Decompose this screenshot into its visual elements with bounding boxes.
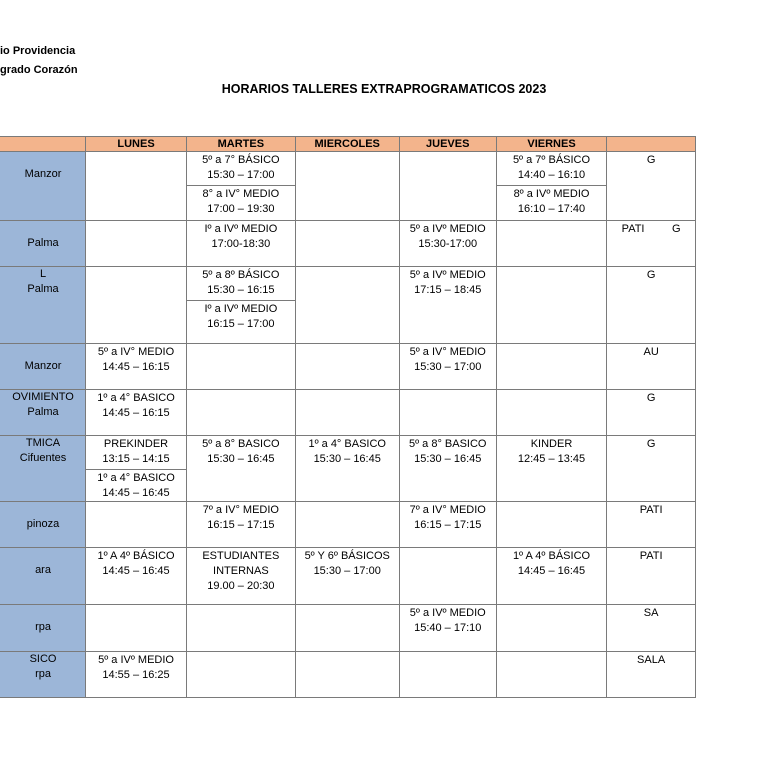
schedule-slot [187, 185, 295, 217]
table-row [0, 267, 696, 344]
schedule-slot-line: 14:40 – 16:10 [517, 169, 586, 181]
schedule-cell-miercoles [295, 221, 399, 267]
schedule-slot [497, 548, 606, 579]
schedule-cell-viernes [496, 390, 606, 436]
header-row [0, 137, 696, 152]
schedule-cell-jueves [399, 390, 496, 436]
schedule-cell-lunes [86, 267, 187, 344]
table-row [0, 548, 696, 605]
table-row [0, 652, 696, 698]
schedule-slot-line: 13:15 – 14:15 [102, 453, 170, 465]
table-row [0, 502, 696, 548]
schedule-cell-martes [187, 152, 296, 221]
schedule-cell-miercoles [295, 390, 399, 436]
schedule-cell-jueves [399, 221, 496, 267]
schedule-slot [400, 502, 496, 533]
location-text: SA [643, 607, 659, 619]
schedule-slot-line: 5º a IVº MEDIO [409, 269, 486, 281]
taller-name-cell [0, 390, 86, 436]
schedule-cell-jueves [399, 502, 496, 548]
schedule-cell-lunes [86, 605, 187, 652]
schedule-slot-line: 5º a 8° BASICO [408, 438, 487, 450]
schedule-slot-line: 5º a IV° MEDIO [409, 346, 486, 358]
col-header-jueves: JUEVES [399, 137, 496, 152]
col-header-taller [0, 137, 86, 152]
schedule-slot [400, 436, 496, 467]
schedule-slot-line: 5º a 8° BASICO [202, 438, 280, 450]
schedule-slot-line: 17:15 – 18:45 [414, 284, 482, 296]
schedule-cell-lunes [86, 390, 187, 436]
schedule-slot [86, 469, 186, 501]
location-cell [607, 502, 696, 548]
taller-name-cell [0, 267, 86, 344]
schedule-cell-lunes [86, 344, 187, 390]
location-text: PATI [639, 550, 663, 562]
schedule-slot [400, 605, 496, 636]
schedule-slot-line: ESTUDIANTES [202, 550, 280, 562]
schedule-slot-line: 15:30 – 16:15 [207, 284, 275, 296]
schedule-slot [497, 185, 606, 217]
taller-name-cell [0, 152, 86, 221]
schedule-slot-line: 15:30 – 17:00 [313, 565, 381, 577]
schedule-slot-line: 5º a 7º BÁSICO [512, 154, 591, 166]
schedule-slot [400, 267, 496, 298]
location-text: G [646, 392, 656, 404]
taller-name-cell [0, 548, 86, 605]
schedule-cell-lunes [86, 502, 187, 548]
schedule-slot-line: Iº a IVº MEDIO [204, 223, 278, 235]
schedule-slot [86, 344, 186, 375]
schedule-slot-line: 17:00-18:30 [211, 238, 271, 250]
taller-name-line: TMICA [25, 437, 61, 449]
schedule-slot [86, 548, 186, 579]
schedule-slot-line: 15:40 – 17:10 [414, 622, 482, 634]
schedule-slot-line: 15:30 – 16:45 [207, 453, 275, 465]
schedule-cell-jueves [399, 152, 496, 221]
taller-name-line: SICO [29, 653, 57, 665]
schedule-slot [497, 436, 606, 467]
schedule-slot-line: 14:45 – 16:15 [102, 361, 170, 373]
schedule-slot-line: 5º Y 6º BÁSICOS [304, 550, 390, 562]
location-cell [607, 548, 696, 605]
location-cell [607, 344, 696, 390]
schedule-cell-martes [187, 605, 296, 652]
schedule-cell-lunes [86, 221, 187, 267]
schedule-slot-line: 15:30 – 16:45 [414, 453, 482, 465]
taller-name-line [1, 344, 85, 359]
taller-name-line [1, 548, 85, 563]
schedule-slot [400, 344, 496, 375]
schedule-slot [86, 390, 186, 421]
schedule-slot-line: INTERNAS [213, 565, 269, 577]
schedule-slot [187, 502, 295, 533]
location-cell [607, 152, 696, 221]
taller-name-line: Palma [27, 406, 59, 418]
schedule-cell-lunes [86, 436, 187, 502]
school-name-line-2: grado Corazón [0, 64, 78, 76]
schedule-cell-martes [187, 548, 296, 605]
school-name-line-1: io Providencia [0, 45, 76, 57]
schedule-slot-line: 14:45 – 16:45 [102, 565, 170, 577]
schedule-slot [187, 436, 295, 467]
location-text: G [646, 154, 656, 166]
schedule-slot-line: 1º a 4° BASICO [308, 438, 386, 450]
schedule-slot [187, 267, 295, 298]
taller-name-cell [0, 344, 86, 390]
schedule-slot-line: 15:30-17:00 [418, 238, 478, 250]
table-row [0, 152, 696, 221]
schedule-slot-line: 5º a IV° MEDIO [97, 346, 175, 358]
schedule-slot [296, 548, 399, 579]
location-cell [607, 390, 696, 436]
schedule-slot-line: 7º a IV° MEDIO [409, 504, 486, 516]
schedule-cell-jueves [399, 548, 496, 605]
schedule-slot-line: 14:45 – 16:15 [102, 407, 170, 419]
schedule-slot-line: 15:30 – 17:00 [414, 361, 482, 373]
schedule-cell-viernes [496, 221, 606, 267]
schedule-slot [296, 436, 399, 467]
schedule-cell-miercoles [295, 605, 399, 652]
location-text: PATI G [621, 223, 681, 235]
table-row [0, 390, 696, 436]
schedule-cell-miercoles [295, 652, 399, 698]
schedule-cell-viernes [496, 605, 606, 652]
schedule-slot-line: 15:30 – 16:45 [313, 453, 381, 465]
taller-name-line: Cifuentes [19, 452, 67, 464]
schedule-cell-jueves [399, 344, 496, 390]
schedule-slot [86, 436, 186, 467]
taller-name-line: ara [35, 564, 51, 576]
taller-name-line [1, 221, 85, 236]
schedule-cell-viernes [496, 652, 606, 698]
schedule-cell-jueves [399, 267, 496, 344]
schedule-cell-viernes [496, 344, 606, 390]
schedule-cell-martes [187, 267, 296, 344]
schedule-cell-miercoles [295, 267, 399, 344]
schedule-slot-line: 14:55 – 16:25 [102, 669, 170, 681]
schedule-cell-miercoles [295, 548, 399, 605]
col-header-lunes: LUNES [86, 137, 187, 152]
schedule-cell-martes [187, 221, 296, 267]
schedule-cell-miercoles [295, 436, 399, 502]
schedule-slot-line: 5º a IVº MEDIO [409, 223, 486, 235]
location-text: SALA [637, 654, 666, 666]
schedule-slot-line: 5º a IVº MEDIO [409, 607, 486, 619]
schedule-slot-line: 16:15 – 17:15 [414, 519, 482, 531]
schedule-table [0, 136, 696, 698]
table-row [0, 221, 696, 267]
schedule-cell-miercoles [295, 344, 399, 390]
taller-name-cell [0, 605, 86, 652]
schedule-cell-jueves [399, 652, 496, 698]
col-header-lugar [607, 137, 696, 152]
schedule-slot-line: 5º a 7° BÁSICO [202, 154, 280, 166]
taller-name-line: rpa [35, 668, 51, 680]
col-header-viernes: VIERNES [496, 137, 606, 152]
schedule-cell-martes [187, 390, 296, 436]
schedule-cell-jueves [399, 436, 496, 502]
taller-name-cell [0, 652, 86, 698]
taller-name-line: Palma [27, 237, 59, 249]
taller-name-line: pinoza [26, 518, 60, 530]
location-cell [607, 267, 696, 344]
schedule-slot-line: Iº a IVº MEDIO [204, 303, 278, 315]
schedule-slot-line: 12:45 – 13:45 [517, 453, 586, 465]
taller-name-line: OVIMIENTO [12, 391, 74, 403]
location-text: PATI [639, 504, 663, 516]
schedule-slot-line: 15:30 – 17:00 [207, 169, 275, 181]
location-text: AU [643, 346, 659, 358]
taller-name-cell [0, 221, 86, 267]
taller-name-line: L [39, 268, 47, 280]
schedule-slot-line: 16:15 – 17:15 [207, 519, 275, 531]
col-header-miercoles: MIERCOLES [295, 137, 399, 152]
schedule-slot [187, 152, 295, 183]
taller-name-cell [0, 436, 86, 502]
schedule-slot-line: 1º A 4º BÁSICO [97, 550, 175, 562]
schedule-slot [497, 152, 606, 183]
taller-name-line [1, 605, 85, 620]
schedule-slot-line: 5º a IVº MEDIO [98, 654, 174, 666]
schedule-slot [187, 221, 295, 252]
page-title: HORARIOS TALLERES EXTRAPROGRAMATICOS 2023 [221, 82, 547, 96]
taller-name-line: Manzor [24, 168, 62, 180]
schedule-cell-miercoles [295, 502, 399, 548]
schedule-cell-viernes [496, 152, 606, 221]
location-text: G [646, 438, 656, 450]
col-header-martes: MARTES [187, 137, 296, 152]
location-text: G [646, 269, 656, 281]
taller-name-line [1, 502, 85, 517]
schedule-slot [187, 548, 295, 594]
location-cell [607, 436, 696, 502]
schedule-slot-line: 17:00 – 19:30 [207, 203, 275, 215]
taller-name-line: Palma [27, 283, 59, 295]
taller-name-line: rpa [35, 621, 51, 633]
schedule-slot [187, 300, 295, 332]
schedule-slot-line: 8° a IV° MEDIO [202, 188, 280, 200]
schedule-cell-martes [187, 652, 296, 698]
schedule-cell-viernes [496, 502, 606, 548]
schedule-slot-line: 5º a 8º BÁSICO [202, 269, 280, 281]
table-row [0, 344, 696, 390]
schedule-slot-line: KINDER [530, 438, 573, 450]
schedule-slot-line: 8º a IVº MEDIO [513, 188, 590, 200]
schedule-slot [400, 221, 496, 252]
schedule-slot-line: 16:10 – 17:40 [517, 203, 586, 215]
schedule-cell-jueves [399, 605, 496, 652]
table-row [0, 605, 696, 652]
schedule-slot-line: 7º a IV° MEDIO [202, 504, 279, 516]
schedule-cell-lunes [86, 652, 187, 698]
schedule-slot-line: PREKINDER [103, 438, 169, 450]
schedule-slot [86, 652, 186, 683]
schedule-slot-line: 19.00 – 20:30 [207, 580, 275, 592]
schedule-slot-line: 16:15 – 17:00 [207, 318, 275, 330]
schedule-cell-lunes [86, 152, 187, 221]
location-cell [607, 605, 696, 652]
schedule-slot-line: 1º a 4° BASICO [97, 392, 175, 404]
taller-name-line [1, 152, 85, 167]
schedule-cell-miercoles [295, 152, 399, 221]
schedule-slot-line: 14:45 – 16:45 [102, 487, 170, 499]
schedule-cell-viernes [496, 267, 606, 344]
schedule-cell-martes [187, 436, 296, 502]
location-cell [607, 221, 696, 267]
taller-name-cell [0, 502, 86, 548]
location-cell [607, 652, 696, 698]
schedule-slot-line: 14:45 – 16:45 [517, 565, 586, 577]
schedule-cell-lunes [86, 548, 187, 605]
schedule-cell-martes [187, 502, 296, 548]
schedule-cell-martes [187, 344, 296, 390]
schedule-slot-line: 1º A 4º BÁSICO [512, 550, 591, 562]
taller-name-line: Manzor [24, 360, 62, 372]
schedule-cell-viernes [496, 548, 606, 605]
schedule-slot-line: 1º a 4° BASICO [97, 472, 175, 484]
table-row [0, 436, 696, 502]
schedule-cell-viernes [496, 436, 606, 502]
